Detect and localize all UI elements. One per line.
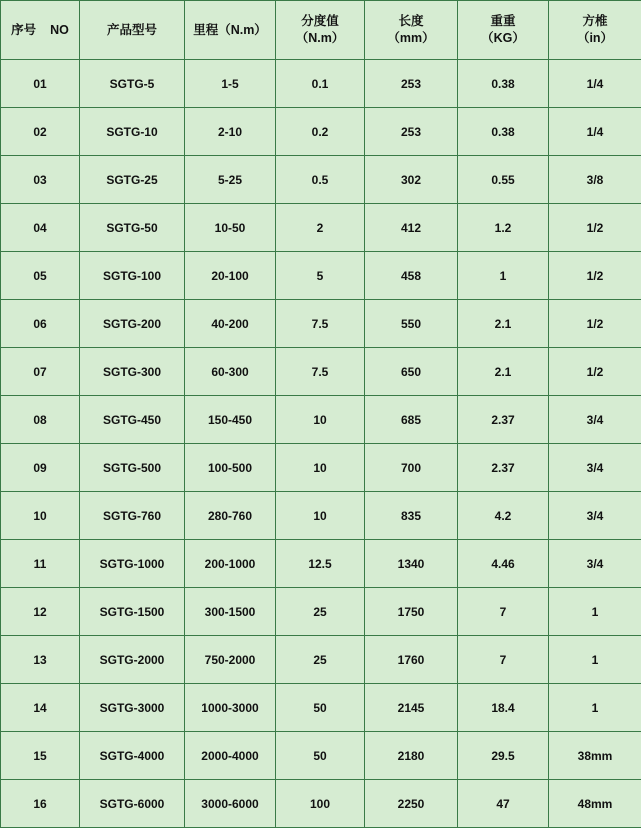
cell-no: 05 <box>1 252 80 300</box>
cell-no: 14 <box>1 684 80 732</box>
cell-grad: 12.5 <box>276 540 365 588</box>
cell-square: 3/4 <box>549 396 641 444</box>
cell-length: 302 <box>365 156 458 204</box>
cell-grad: 0.5 <box>276 156 365 204</box>
cell-square: 1/2 <box>549 348 641 396</box>
table-row <box>1 684 641 732</box>
cell-length: 2180 <box>365 732 458 780</box>
cell-range: 200-1000 <box>185 540 276 588</box>
cell-grad: 50 <box>276 684 365 732</box>
cell-no: 12 <box>1 588 80 636</box>
cell-grad: 2 <box>276 204 365 252</box>
table-header-row <box>1 1 641 60</box>
cell-square: 1 <box>549 684 641 732</box>
table-row <box>1 348 641 396</box>
cell-grad: 10 <box>276 444 365 492</box>
cell-length: 253 <box>365 108 458 156</box>
cell-grad: 7.5 <box>276 348 365 396</box>
column-header-no-line1: 序号 <box>11 22 36 39</box>
cell-model: SGTG-4000 <box>80 732 185 780</box>
cell-range: 20-100 <box>185 252 276 300</box>
column-header-weight-line2: （KG） <box>458 30 548 47</box>
cell-square: 1/4 <box>549 60 641 108</box>
cell-weight: 0.38 <box>458 60 549 108</box>
cell-weight: 7 <box>458 588 549 636</box>
cell-weight: 7 <box>458 636 549 684</box>
cell-square: 1/4 <box>549 108 641 156</box>
column-header-grad <box>276 1 365 60</box>
cell-square: 1 <box>549 588 641 636</box>
cell-length: 685 <box>365 396 458 444</box>
column-header-range <box>185 1 276 60</box>
table-row <box>1 636 641 684</box>
cell-model: SGTG-10 <box>80 108 185 156</box>
table-row <box>1 780 641 828</box>
cell-no: 09 <box>1 444 80 492</box>
table-row <box>1 300 641 348</box>
cell-model: SGTG-5 <box>80 60 185 108</box>
column-header-grad-line1: 分度值 <box>276 13 364 30</box>
cell-range: 2-10 <box>185 108 276 156</box>
table-row <box>1 444 641 492</box>
column-header-model-line1: 产品型号 <box>80 22 184 39</box>
table-row <box>1 252 641 300</box>
cell-length: 550 <box>365 300 458 348</box>
cell-weight: 4.46 <box>458 540 549 588</box>
cell-model: SGTG-500 <box>80 444 185 492</box>
table-row <box>1 60 641 108</box>
cell-range: 750-2000 <box>185 636 276 684</box>
table-row <box>1 204 641 252</box>
cell-no: 10 <box>1 492 80 540</box>
column-header-length-line1: 长度 <box>365 13 457 30</box>
cell-weight: 1 <box>458 252 549 300</box>
column-header-length <box>365 1 458 60</box>
cell-weight: 0.38 <box>458 108 549 156</box>
column-header-weight <box>458 1 549 60</box>
table-row <box>1 540 641 588</box>
column-header-weight-line1: 重重 <box>458 13 548 30</box>
cell-model: SGTG-200 <box>80 300 185 348</box>
cell-no: 08 <box>1 396 80 444</box>
table-header <box>1 1 641 60</box>
cell-square: 3/8 <box>549 156 641 204</box>
table-row <box>1 588 641 636</box>
cell-model: SGTG-450 <box>80 396 185 444</box>
cell-grad: 10 <box>276 396 365 444</box>
cell-grad: 10 <box>276 492 365 540</box>
cell-grad: 0.1 <box>276 60 365 108</box>
cell-weight: 18.4 <box>458 684 549 732</box>
cell-weight: 29.5 <box>458 732 549 780</box>
cell-grad: 5 <box>276 252 365 300</box>
cell-weight: 2.37 <box>458 444 549 492</box>
cell-length: 1340 <box>365 540 458 588</box>
cell-weight: 2.1 <box>458 348 549 396</box>
cell-grad: 7.5 <box>276 300 365 348</box>
cell-range: 40-200 <box>185 300 276 348</box>
cell-range: 3000-6000 <box>185 780 276 828</box>
cell-length: 700 <box>365 444 458 492</box>
cell-square: 1/2 <box>549 300 641 348</box>
cell-square: 38mm <box>549 732 641 780</box>
cell-square: 3/4 <box>549 540 641 588</box>
table-body <box>1 60 641 828</box>
cell-model: SGTG-1000 <box>80 540 185 588</box>
cell-no: 06 <box>1 300 80 348</box>
column-header-no-line2: NO <box>50 22 69 39</box>
cell-grad: 50 <box>276 732 365 780</box>
cell-length: 1750 <box>365 588 458 636</box>
cell-no: 02 <box>1 108 80 156</box>
cell-square: 1/2 <box>549 252 641 300</box>
cell-length: 2145 <box>365 684 458 732</box>
column-header-length-line2: （mm） <box>365 30 457 47</box>
cell-model: SGTG-100 <box>80 252 185 300</box>
cell-grad: 100 <box>276 780 365 828</box>
cell-square: 3/4 <box>549 492 641 540</box>
cell-model: SGTG-6000 <box>80 780 185 828</box>
cell-length: 2250 <box>365 780 458 828</box>
table-row <box>1 108 641 156</box>
cell-range: 300-1500 <box>185 588 276 636</box>
cell-model: SGTG-50 <box>80 204 185 252</box>
column-header-model <box>80 1 185 60</box>
column-header-no-wrap <box>1 22 79 39</box>
cell-model: SGTG-300 <box>80 348 185 396</box>
cell-grad: 25 <box>276 636 365 684</box>
cell-model: SGTG-760 <box>80 492 185 540</box>
cell-weight: 47 <box>458 780 549 828</box>
table-row <box>1 396 641 444</box>
cell-grad: 0.2 <box>276 108 365 156</box>
cell-no: 15 <box>1 732 80 780</box>
cell-weight: 1.2 <box>458 204 549 252</box>
cell-weight: 0.55 <box>458 156 549 204</box>
cell-square: 3/4 <box>549 444 641 492</box>
table-row <box>1 156 641 204</box>
cell-length: 458 <box>365 252 458 300</box>
column-header-square-line2: （in） <box>549 30 641 47</box>
cell-length: 253 <box>365 60 458 108</box>
cell-model: SGTG-2000 <box>80 636 185 684</box>
cell-no: 16 <box>1 780 80 828</box>
cell-square: 1 <box>549 636 641 684</box>
cell-weight: 2.37 <box>458 396 549 444</box>
cell-model: SGTG-3000 <box>80 684 185 732</box>
cell-length: 1760 <box>365 636 458 684</box>
table-row <box>1 492 641 540</box>
cell-range: 1-5 <box>185 60 276 108</box>
cell-no: 07 <box>1 348 80 396</box>
column-header-range-line1: 里程（N.m） <box>185 22 275 39</box>
cell-range: 10-50 <box>185 204 276 252</box>
cell-length: 412 <box>365 204 458 252</box>
cell-weight: 2.1 <box>458 300 549 348</box>
cell-range: 280-760 <box>185 492 276 540</box>
cell-weight: 4.2 <box>458 492 549 540</box>
cell-no: 11 <box>1 540 80 588</box>
cell-no: 13 <box>1 636 80 684</box>
cell-range: 5-25 <box>185 156 276 204</box>
column-header-no <box>1 1 80 60</box>
cell-no: 01 <box>1 60 80 108</box>
cell-length: 835 <box>365 492 458 540</box>
table-row <box>1 732 641 780</box>
cell-model: SGTG-1500 <box>80 588 185 636</box>
cell-model: SGTG-25 <box>80 156 185 204</box>
cell-grad: 25 <box>276 588 365 636</box>
column-header-square-line1: 方椎 <box>549 13 641 30</box>
column-header-square <box>549 1 641 60</box>
cell-range: 150-450 <box>185 396 276 444</box>
cell-square: 1/2 <box>549 204 641 252</box>
cell-range: 60-300 <box>185 348 276 396</box>
cell-no: 04 <box>1 204 80 252</box>
cell-range: 2000-4000 <box>185 732 276 780</box>
cell-range: 1000-3000 <box>185 684 276 732</box>
cell-range: 100-500 <box>185 444 276 492</box>
cell-length: 650 <box>365 348 458 396</box>
cell-no: 03 <box>1 156 80 204</box>
column-header-grad-line2: （N.m） <box>276 30 364 47</box>
cell-square: 48mm <box>549 780 641 828</box>
